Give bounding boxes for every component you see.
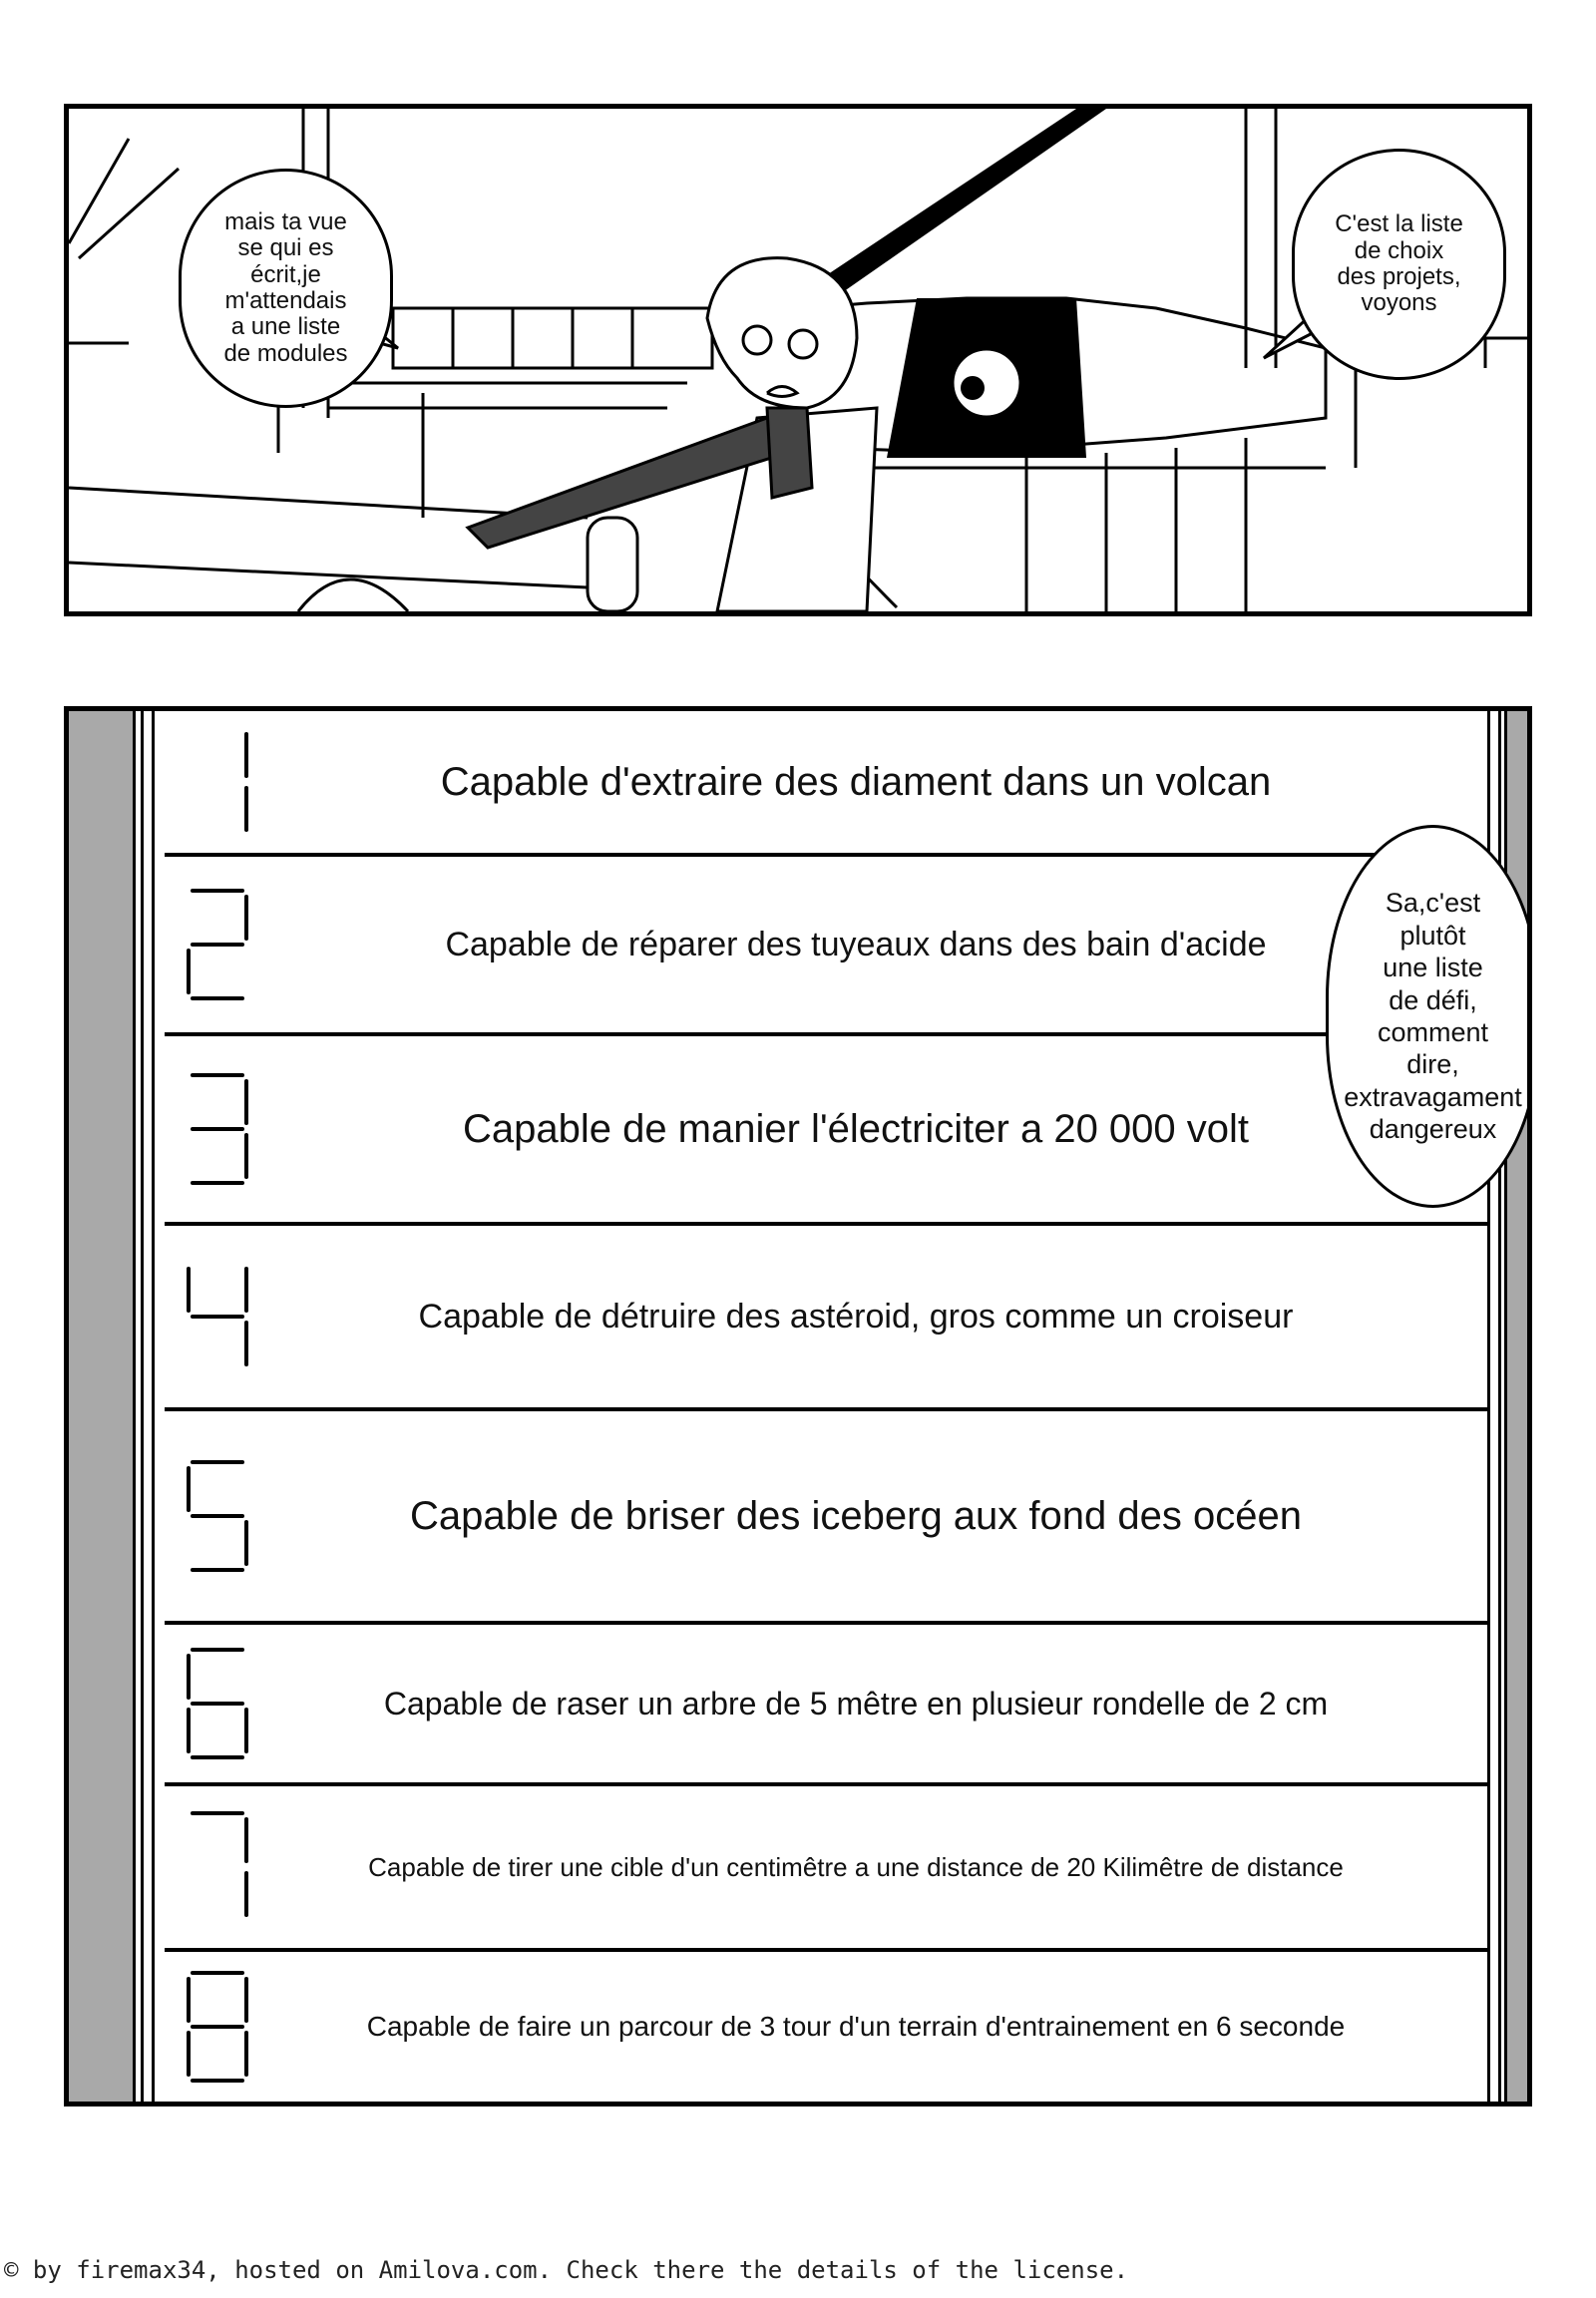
digit-marker xyxy=(165,1411,284,1621)
list-item xyxy=(165,1786,1487,1952)
list-item xyxy=(165,711,1487,857)
digit-glyph xyxy=(183,1257,252,1376)
item-text: Capable d'extraire des diament dans un volcan xyxy=(440,759,1272,804)
list-item xyxy=(165,1036,1487,1226)
list-item xyxy=(165,1226,1487,1411)
digit-glyph xyxy=(183,1967,252,2087)
digit-marker xyxy=(165,711,284,853)
digit-marker xyxy=(165,1226,284,1407)
item-text: Capable de détruire des astéroid, gros comme un croiseur xyxy=(418,1297,1294,1336)
speech-bubble-list: Sa,c'est plutôt une liste de défi, comment dire, extravagament dangereux xyxy=(1326,825,1532,1208)
speech-bubble-left: mais ta vue se qui es écrit,je m'attendais a une liste de modules xyxy=(179,169,393,408)
digit-glyph xyxy=(183,1456,252,1576)
digit-glyph xyxy=(183,722,252,842)
license-footer: © by firemax34, hosted on Amilova.com. Check there the details of the license. xyxy=(4,2256,1129,2284)
digit-marker xyxy=(165,1952,284,2102)
digit-glyph xyxy=(183,1807,252,1927)
item-text: Capable de tirer une cible d'un centimêtre a une distance de 20 Kilimêtre de distance xyxy=(368,1851,1344,1882)
digit-marker xyxy=(165,1036,284,1222)
list-item xyxy=(165,857,1487,1036)
comic-panel-2-challenge-list xyxy=(64,706,1532,2106)
digit-glyph xyxy=(183,1644,252,1763)
digit-marker xyxy=(165,1625,284,1782)
digit-marker xyxy=(165,857,284,1032)
item-text: Capable de manier l'électriciter a 20 000 volt xyxy=(462,1106,1250,1151)
item-text: Capable de raser un arbre de 5 mêtre en plusieur rondelle de 2 cm xyxy=(383,1685,1329,1722)
digit-glyph xyxy=(183,1069,252,1189)
list-item xyxy=(165,1411,1487,1625)
list-item xyxy=(165,1625,1487,1786)
item-text: Capable de faire un parcour de 3 tour d'un terrain d'entrainement en 6 seconde xyxy=(366,2011,1346,2042)
item-text: Capable de réparer des tuyeaux dans des bain d'acide xyxy=(445,925,1267,963)
left-rail-inner xyxy=(141,711,155,2102)
list-item xyxy=(165,1952,1487,2102)
speech-bubble-right: C'est la liste de choix des projets, voyons xyxy=(1292,149,1506,380)
item-text: Capable de briser des iceberg aux fond des océen xyxy=(410,1493,1302,1538)
digit-glyph xyxy=(183,885,252,1004)
comic-panel-1 xyxy=(64,104,1532,616)
left-rail xyxy=(69,711,136,2102)
digit-marker xyxy=(165,1786,284,1948)
